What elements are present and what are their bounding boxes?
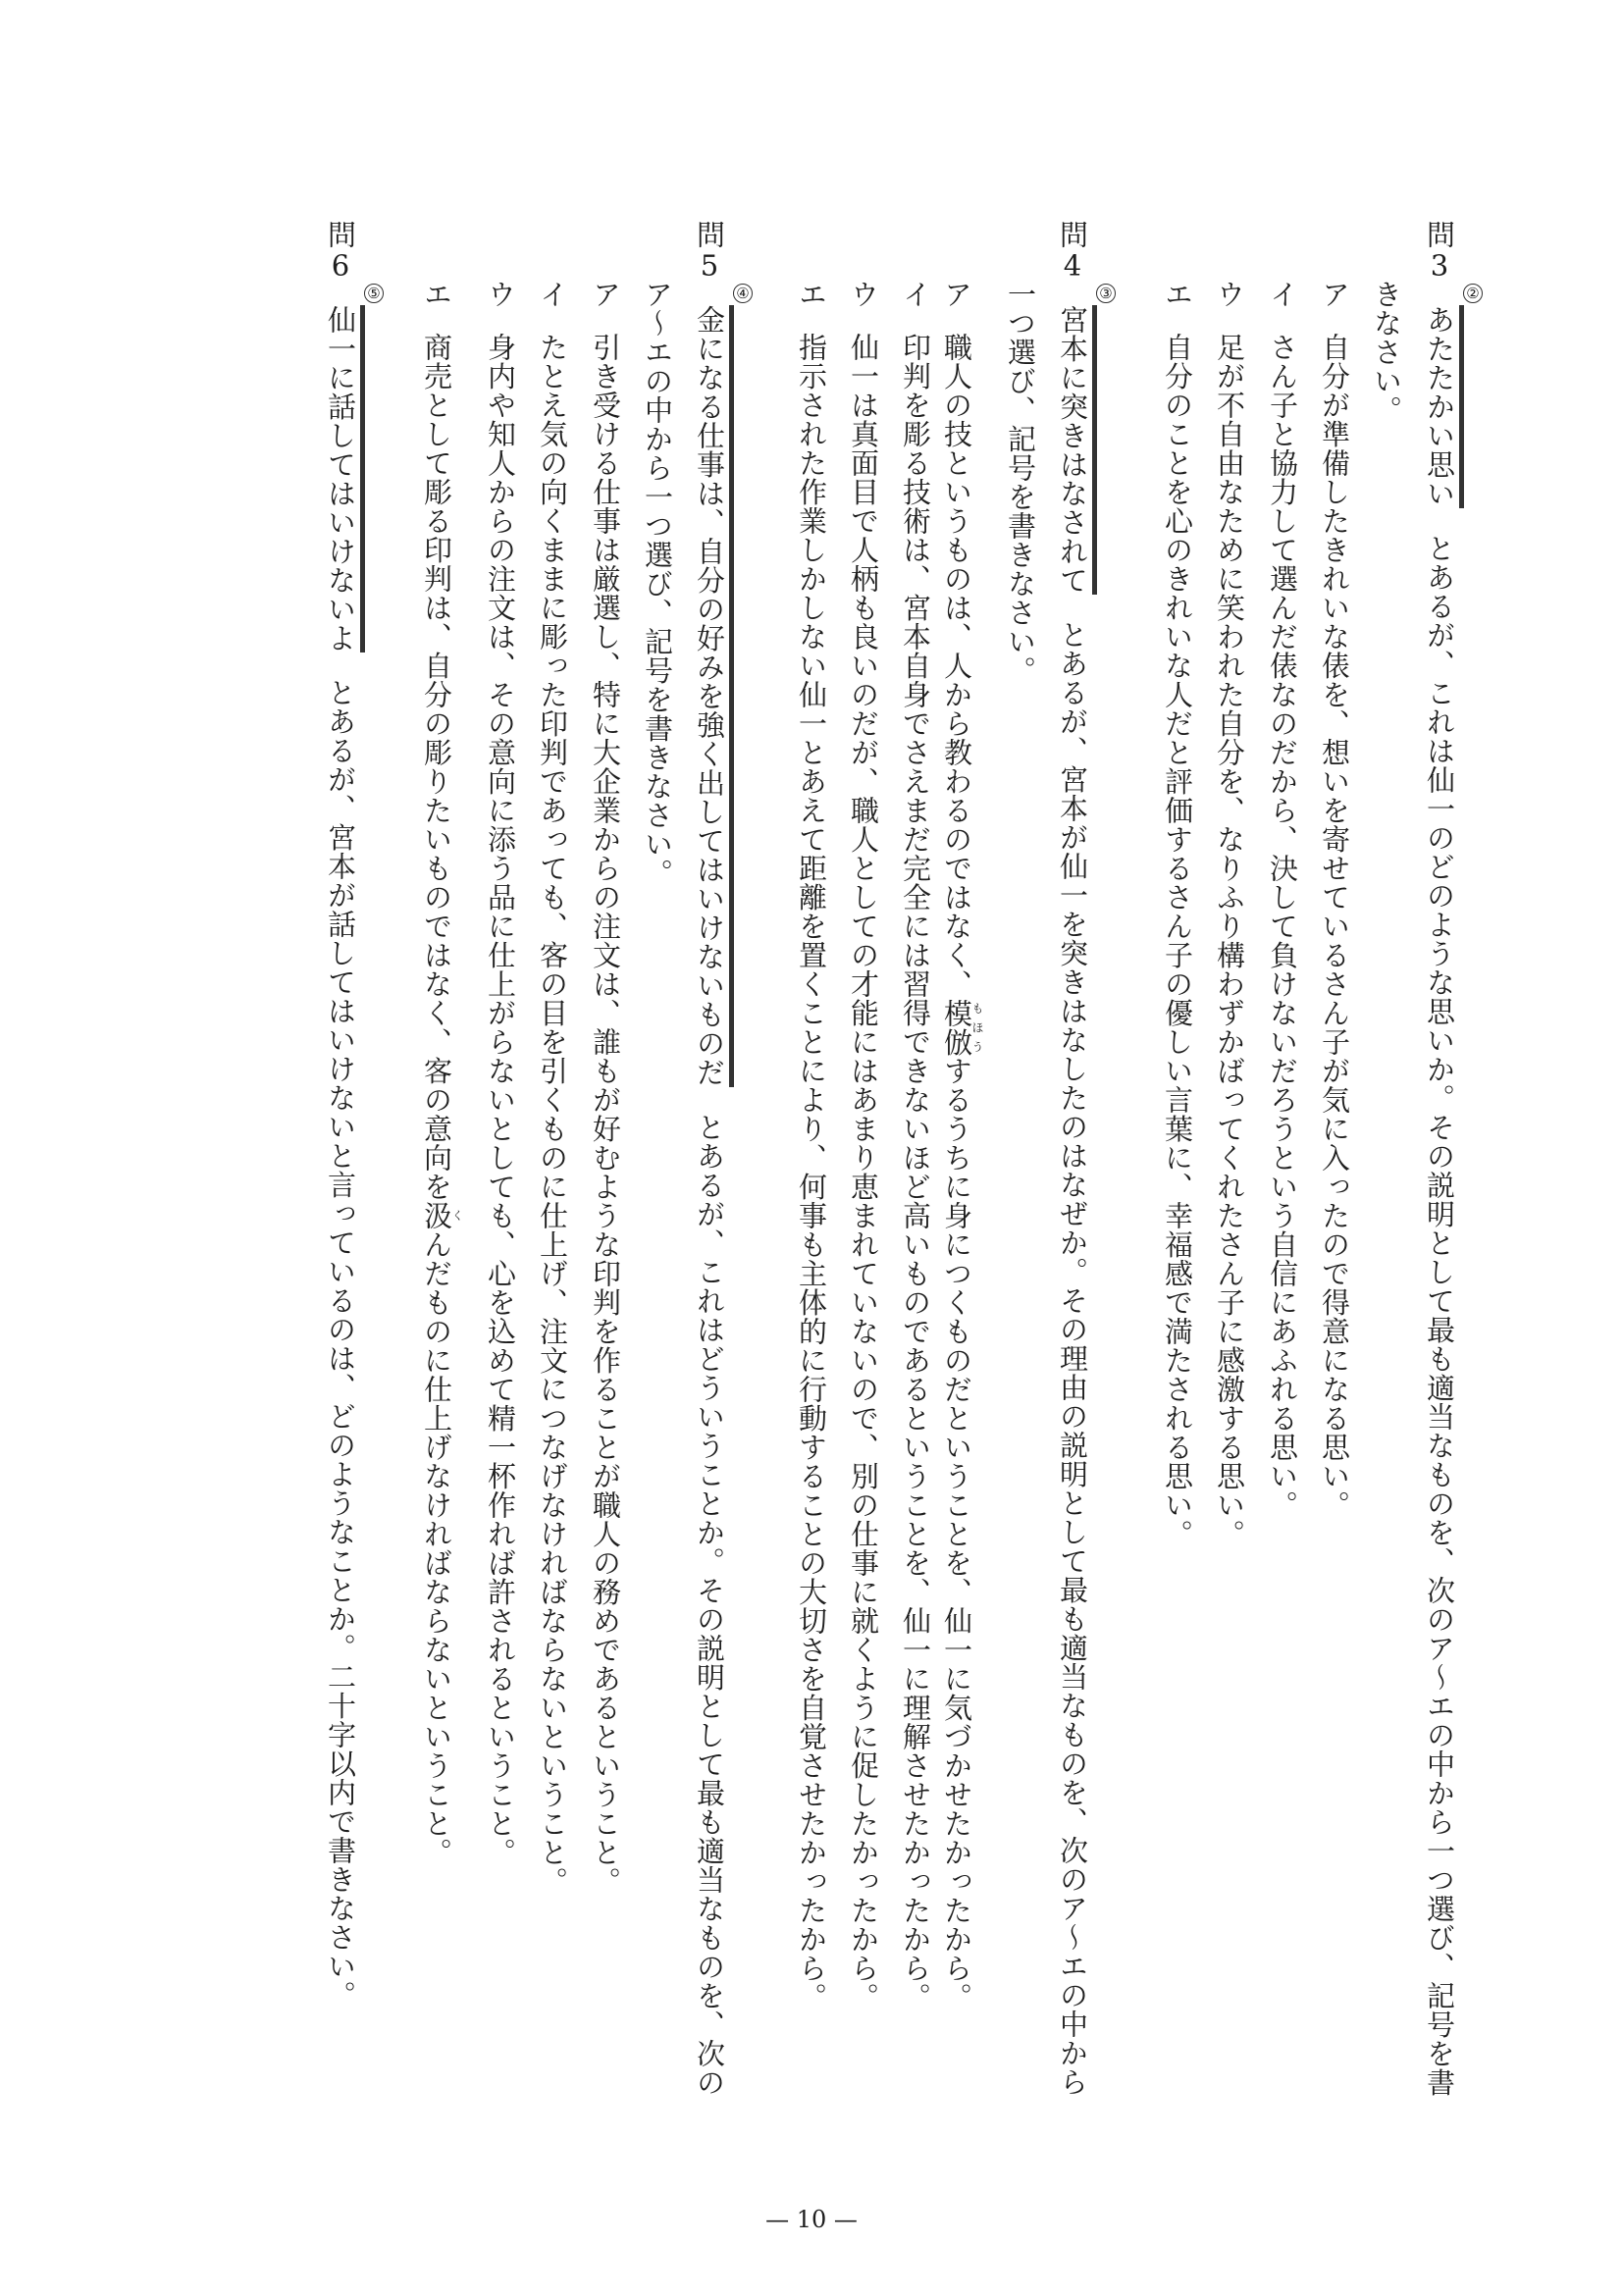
question-text-continued: 一つ選び、記号を書きなさい。 <box>1004 280 1037 685</box>
page-number: — 10 — <box>765 2206 858 2233</box>
choice-text: 自分が準備したきれいな俵を、想いを寄せているさん子が気に入ったので得意になる思い。 <box>1318 333 1351 1520</box>
choice-text <box>940 333 984 2012</box>
choice-label: エ <box>795 280 828 309</box>
underlined-text: 宮本に突きはなされて <box>1056 305 1089 596</box>
choice-e <box>1163 280 1192 1548</box>
choice-label: ウ <box>1213 280 1246 309</box>
passage-marker: ⑤ <box>364 284 384 303</box>
ruby-reading: もほう <box>970 998 984 1057</box>
choice-text: たとえ気の向くままに彫った印判であっても、客の目を引くものに仕上げ、注文につなげなければならないということ。 <box>536 333 569 1897</box>
choice-u <box>849 280 878 2011</box>
question-text: とあるが、これはどういうことか。その説明として最も適当なものを、次の <box>693 1112 726 2097</box>
choice-text-part: んだものに仕上げなければならないということ。 <box>420 1229 453 1867</box>
ruby-base: 汲 <box>420 1201 453 1230</box>
choice-text: 自分のことを心のきれいな人だと評価するさん子の優しい言葉に、幸福感で満たされる思い。 <box>1161 333 1194 1549</box>
choice-text-part: するうちに身につくものだということを、仙一に気づかせたかったから。 <box>940 1056 973 2012</box>
choice-label: イ <box>536 280 569 309</box>
underlined-text: 金になる仕事は、自分の好みを強く出してはいけないものだ <box>693 305 726 1087</box>
question-3-stem <box>1423 220 1480 2097</box>
underlined-passage <box>324 285 381 653</box>
choice-u <box>486 280 515 1867</box>
question-label: 問4 <box>1056 220 1089 283</box>
choice-label: エ <box>420 280 453 309</box>
question-text: とあるが、宮本が話してはいけないと言っているのは、どのようなことか。二十字以内で書きなさい。 <box>324 678 357 2010</box>
choice-label: ア <box>940 280 973 309</box>
choice-label: ウ <box>484 280 517 309</box>
choice-label: ア <box>1318 280 1351 309</box>
choice-text: 指示された作業しかしない仙一とあえて距離を置くことにより、何事も主体的に行動することの大切さを自覚させたかったから。 <box>795 333 828 2012</box>
passage-marker: ④ <box>733 284 753 303</box>
choice-e <box>420 280 464 1867</box>
choice-label: ア <box>589 280 622 309</box>
choice-i <box>901 280 930 2011</box>
question-text-continued: きなさい。 <box>1370 280 1403 425</box>
choice-text: 印判を彫る技術は、宮本自身でさえまだ完全には習得できないほど高いものであるということを、仙一に理解させたかったから。 <box>899 333 932 2012</box>
ruby-reading: く <box>450 1201 464 1230</box>
ruby-word <box>940 998 984 1057</box>
passage-marker: ③ <box>1096 284 1116 303</box>
choice-text-part: 職人の技というものは、人から教わるのではなく、 <box>940 333 973 999</box>
underlined-text: あたたかい思い <box>1423 305 1456 508</box>
choice-text-part: 商売として彫る印判は、自分の彫りたいものではなく、客の意向を <box>420 333 453 1202</box>
choice-i <box>538 280 567 1896</box>
question-label: 問5 <box>693 220 726 283</box>
choice-text <box>420 333 464 1867</box>
choice-e <box>797 280 826 2011</box>
choice-label: エ <box>1161 280 1194 309</box>
choice-label: イ <box>899 280 932 309</box>
question-text: とあるが、これは仙一のどのような思いか。その説明として最も適当なものを、次のア～エの中から一つ選び、記号を書 <box>1423 533 1456 2097</box>
choice-text: さん子と協力して選んだ俵なのだから、決して負けないだろうという自信にあふれる思い。 <box>1266 333 1299 1520</box>
choice-a <box>591 280 620 1896</box>
choice-text: 足が不自由なために笑われた自分を、なりふり構わずかばってくれたさん子に感激する思い。 <box>1213 333 1246 1549</box>
choice-text: 仙一は真面目で人柄も良いのだが、職人としての才能にはあまり恵まれていないので、別の仕事に就くように促したかったから。 <box>847 333 880 2012</box>
question-6-stem <box>324 220 381 2010</box>
choice-label: イ <box>1266 280 1299 309</box>
choice-i <box>1268 280 1297 1520</box>
choice-label: ウ <box>847 280 880 309</box>
question-5-stem <box>693 220 750 2097</box>
question-4-stem <box>1056 220 1113 2097</box>
choice-a <box>940 280 984 2012</box>
choice-a <box>1320 280 1349 1520</box>
passage-marker: ② <box>1463 284 1483 303</box>
ruby-base: 模倣 <box>940 998 973 1057</box>
choice-u <box>1215 280 1244 1548</box>
question-text: とあるが、宮本が仙一を突きはなしたのはなぜか。その理由の説明として最も適当なものを、次のア～エの中から <box>1056 620 1089 2097</box>
choice-text: 身内や知人からの注文は、その意向に添う品に仕上がらないとしても、心を込めて精一杯作れば許されるということ。 <box>484 333 517 1867</box>
underlined-passage <box>1423 285 1480 508</box>
choice-text: 引き受ける仕事は厳選し、特に大企業からの注文は、誰もが好むような印判を作ることが職人の務めであるということ。 <box>589 333 622 1897</box>
underlined-text: 仙一に話してはいけないよ <box>324 305 357 653</box>
question-label: 問3 <box>1423 220 1456 283</box>
question-label: 問6 <box>324 220 357 283</box>
question-text-continued: ア～エの中から一つ選び、記号を書きなさい。 <box>641 280 674 888</box>
underlined-passage <box>1056 285 1113 596</box>
ruby-word <box>420 1201 464 1230</box>
underlined-passage <box>693 285 750 1087</box>
